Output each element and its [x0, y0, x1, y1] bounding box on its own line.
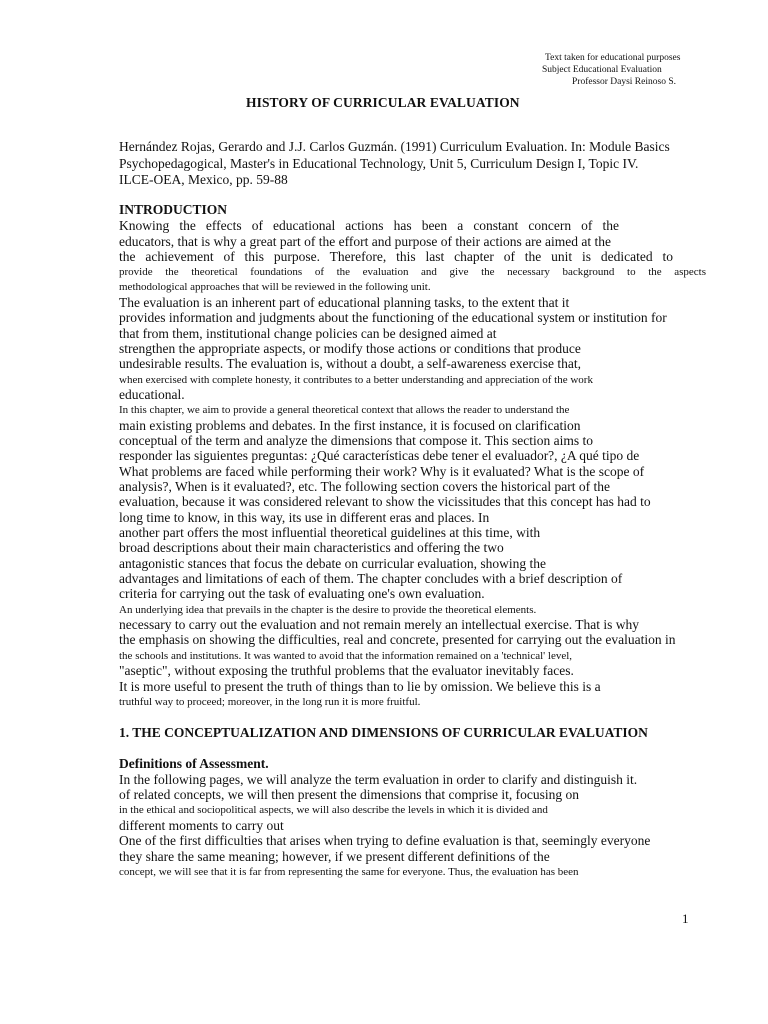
paragraph-line: provide the theoretical foundations of the evaluation and give the necessary background to the aspects [119, 266, 706, 278]
paragraph-line: educators, that is why a great part of the effort and purpose of their actions are aimed at the [119, 234, 611, 249]
paragraph-line: educational. [119, 387, 185, 402]
header-note-3: Professor Daysi Reinoso S. [572, 77, 676, 87]
paragraph-line: An underlying idea that prevails in the chapter is the desire to provide the theoretical elements. [119, 604, 537, 616]
header-note-1: Text taken for educational purposes [545, 53, 681, 63]
paragraph-line: undesirable results. The evaluation is, without a doubt, a self-awareness exercise that, [119, 356, 581, 371]
citation-line: ILCE-OEA, Mexico, pp. 59-88 [119, 172, 288, 187]
paragraph-line: the schools and institutions. It was wanted to avoid that the information remained on a 'technical' level, [119, 650, 573, 662]
paragraph-line: analysis?, When is it evaluated?, etc. The following section covers the historical part of the [119, 479, 610, 494]
paragraph-line: strengthen the appropriate aspects, or modify those actions or conditions that produce [119, 341, 581, 356]
paragraph-line: another part offers the most influential theoretical guidelines at this time, with [119, 525, 541, 540]
paragraph-line: advantages and limitations of each of them. The chapter concludes with a brief description of [119, 571, 623, 586]
paragraph-line: they share the same meaning; however, if we present different definitions of the [119, 849, 550, 864]
paragraph-line: In this chapter, we aim to provide a general theoretical context that allows the reader to understand the [119, 404, 570, 416]
paragraph-line: broad descriptions about their main characteristics and offering the two [119, 540, 504, 555]
header-note-2: Subject Educational Evaluation [542, 65, 662, 75]
paragraph-line: in the ethical and sociopolitical aspects, we will also describe the levels in which it is divided and [119, 804, 548, 816]
paragraph-line: One of the first difficulties that arises when trying to define evaluation is that, seemingly everyone [119, 833, 651, 848]
paragraph-line: criteria for carrying out the task of evaluating one's own evaluation. [119, 586, 485, 601]
introduction-heading: INTRODUCTION [119, 202, 228, 217]
citation-line: Hernández Rojas, Gerardo and J.J. Carlos Guzmán. (1991) Curriculum Evaluation. In: Module Basics [119, 139, 670, 154]
paragraph-line: necessary to carry out the evaluation and not remain merely an intellectual exercise. That is why [119, 617, 640, 632]
paragraph-line: the emphasis on showing the difficulties, real and concrete, presented for carrying out the evaluation in [119, 632, 676, 647]
paragraph-line: when exercised with complete honesty, it contributes to a better understanding and appreciation of the work [119, 374, 593, 386]
subsection-heading: Definitions of Assessment. [119, 756, 269, 771]
section-heading: 1. THE CONCEPTUALIZATION AND DIMENSIONS OF CURRICULAR EVALUATION [119, 725, 648, 740]
paragraph-line: conceptual of the term and analyze the dimensions that compose it. This section aims to [119, 433, 594, 448]
paragraph-line: the achievement of this purpose. Therefore, this last chapter of the unit is dedicated to [119, 249, 673, 264]
paragraph-line: different moments to carry out [119, 818, 284, 833]
paragraph-line: The evaluation is an inherent part of educational planning tasks, to the extent that it [119, 295, 570, 310]
paragraph-line: of related concepts, we will then present the dimensions that comprise it, focusing on [119, 787, 580, 802]
paragraph-line: main existing problems and debates. In the first instance, it is focused on clarification [119, 418, 581, 433]
document-title: HISTORY OF CURRICULAR EVALUATION [246, 95, 520, 110]
paragraph-line: provides information and judgments about the functioning of the educational system or institution for [119, 310, 667, 325]
paragraph-line: "aseptic", without exposing the truthful problems that the evaluator inevitably faces. [119, 663, 574, 678]
paragraph-line: evaluation, because it was considered relevant to show the vicissitudes that this concept has had to [119, 494, 651, 509]
paragraph-line: that from them, institutional change policies can be designed aimed at [119, 326, 497, 341]
paragraph-line: What problems are faced while performing their work? Why is it evaluated? What is the scope of [119, 464, 645, 479]
citation-line: Psychopedagogical, Master's in Educational Technology, Unit 5, Curriculum Design I, Topic IV. [119, 156, 639, 171]
paragraph-line: antagonistic stances that focus the debate on curricular evaluation, showing the [119, 556, 546, 571]
page-number: 1 [682, 911, 689, 926]
paragraph-line: truthful way to proceed; moreover, in the long run it is more fruitful. [119, 696, 421, 708]
paragraph-line: concept, we will see that it is far from representing the same for everyone. Thus, the evaluation has been [119, 866, 579, 878]
paragraph-line: responder las siguientes preguntas: ¿Qué características debe tener el evaluador?, ¿A qué tipo de [119, 448, 640, 463]
paragraph-line: Knowing the effects of educational actions has been a constant concern of the [119, 218, 619, 233]
paragraph-line: long time to know, in this way, its use in different eras and places. In [119, 510, 490, 525]
paragraph-line: methodological approaches that will be reviewed in the following unit. [119, 281, 431, 293]
paragraph-line: In the following pages, we will analyze the term evaluation in order to clarify and distinguish it. [119, 772, 638, 787]
paragraph-line: It is more useful to present the truth of things than to lie by omission. We believe this is a [119, 679, 601, 694]
